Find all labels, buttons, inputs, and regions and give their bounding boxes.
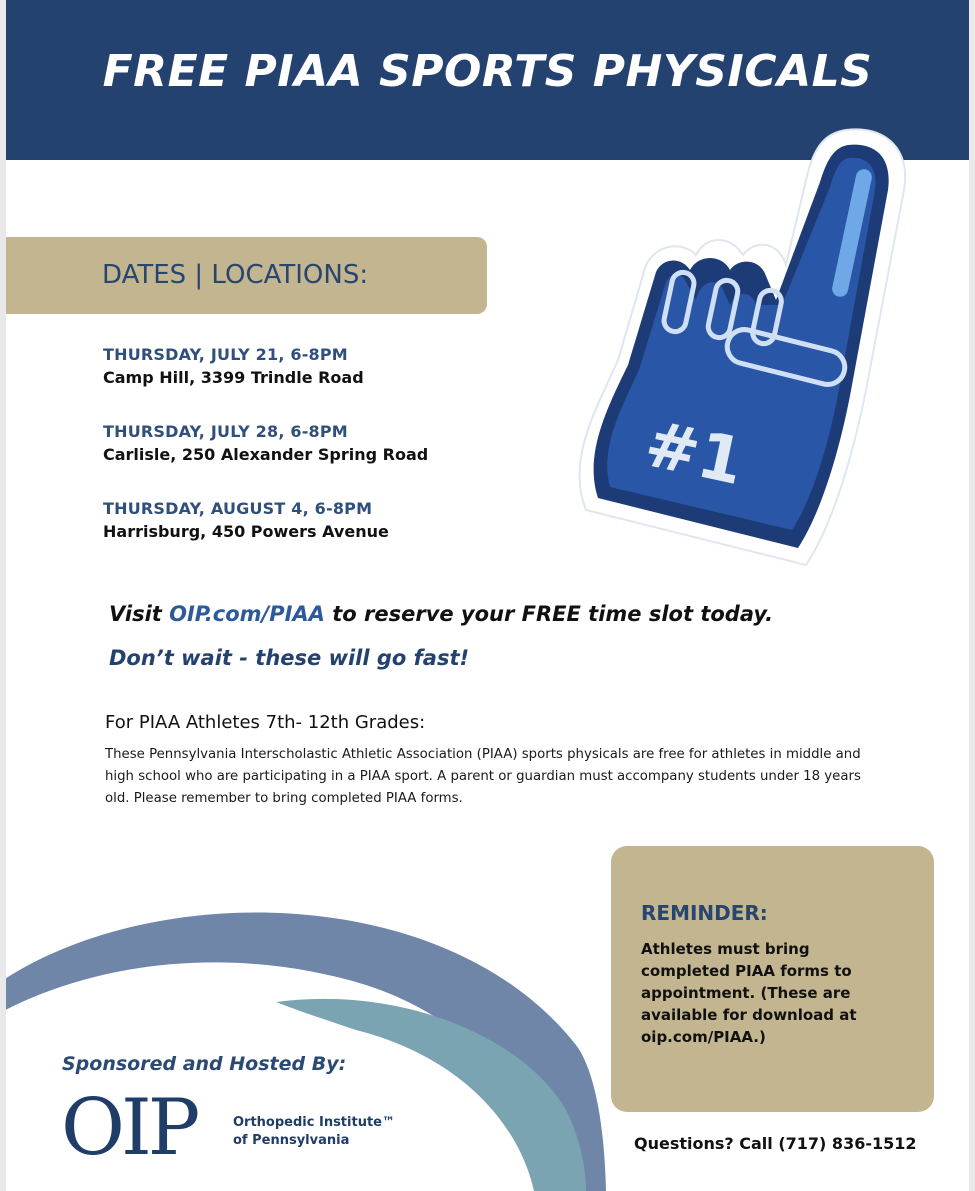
event-location: Carlisle, 250 Alexander Spring Road: [103, 445, 429, 464]
event-item: [103, 498, 389, 544]
event-item: [103, 344, 364, 390]
event-date: THURSDAY, AUGUST 4, 6-8PM: [103, 499, 373, 518]
event-item: [103, 421, 428, 467]
reminder-body: Athletes must bring completed PIAA forms to appointment. (These are available for download at oip.com/PIAA.): [641, 940, 857, 1046]
flyer-page: [6, 0, 969, 1191]
finger-label: #1: [638, 407, 750, 501]
event-location: Harrisburg, 450 Powers Avenue: [103, 522, 389, 541]
urgency-line: Don’t wait - these will go fast!: [109, 646, 470, 670]
visit-prefix: Visit: [109, 602, 170, 626]
visit-line: [109, 602, 773, 626]
page-title: FREE PIAA SPORTS PHYSICALS: [102, 46, 873, 97]
reminder-box: [611, 846, 934, 1112]
questions-phone: Questions? Call (717) 836-1512: [634, 1134, 917, 1153]
event-location: Camp Hill, 3399 Trindle Road: [103, 368, 364, 387]
oip-logo: OIP: [61, 1083, 197, 1173]
oip-name-line2: of Pennsylvania: [233, 1133, 350, 1148]
athletes-body: These Pennsylvania Interscholastic Athletic Association (PIAA) sports physicals are free for athletes in middle and high school who are participating in a PIAA sport. A parent or guardian must accompany students under 18 years old. Please remember to bring completed PIAA forms.: [105, 747, 861, 806]
event-date: THURSDAY, JULY 28, 6-8PM: [103, 422, 348, 441]
reminder-title: REMINDER:: [641, 901, 768, 925]
sponsored-label: Sponsored and Hosted By:: [62, 1053, 347, 1075]
oip-name: [233, 1114, 395, 1150]
event-date: THURSDAY, JULY 21, 6-8PM: [103, 345, 348, 364]
athletes-heading: For PIAA Athletes 7th- 12th Grades:: [105, 712, 426, 733]
oip-name-line1: Orthopedic Institute™: [233, 1115, 395, 1130]
piaa-link[interactable]: OIP.com/PIAA: [169, 602, 325, 626]
dates-heading: DATES | LOCATIONS:: [102, 260, 369, 290]
visit-suffix: to reserve your FREE time slot today.: [324, 602, 774, 626]
